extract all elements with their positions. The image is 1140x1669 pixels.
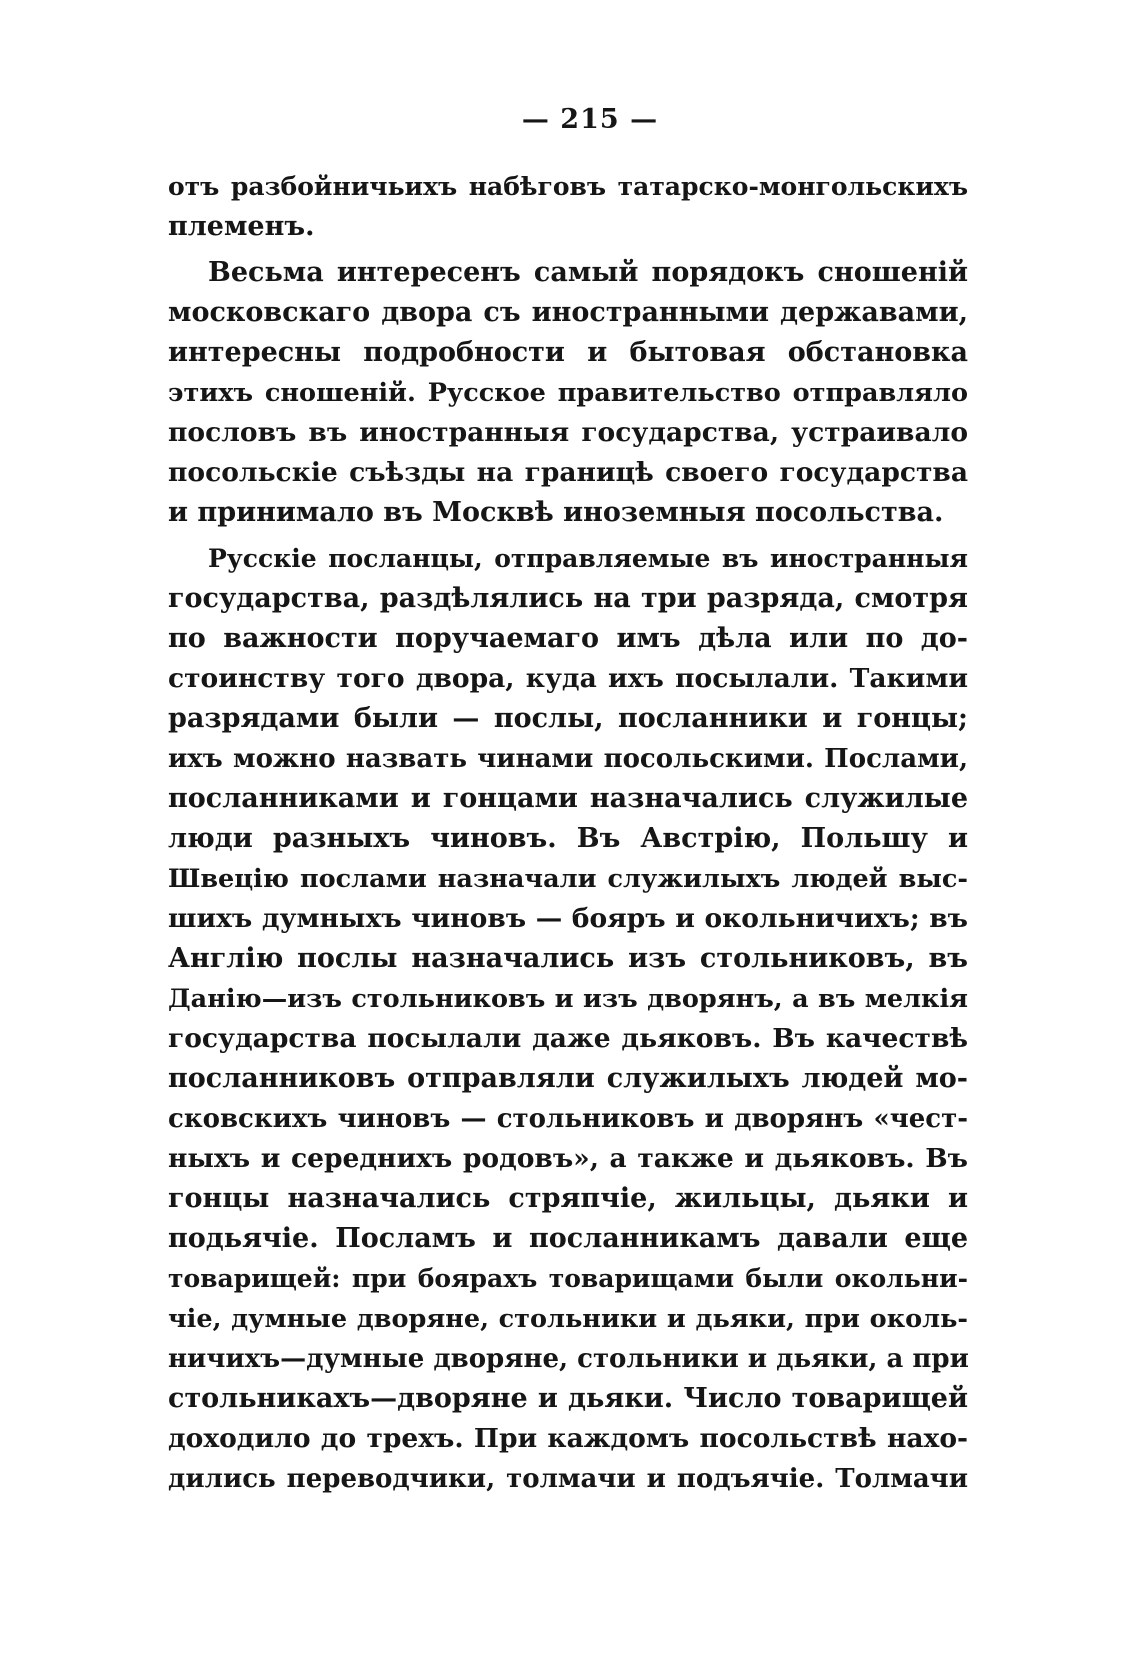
text-line: чіе, думные дворяне, стольники и дьяки, при околь- <box>168 1304 968 1334</box>
text-line: ихъ можно назвать чинами посольскими. Послами, <box>168 744 968 774</box>
text-line: сковскихъ чиновъ — стольниковъ и дворянъ «чест- <box>168 1104 968 1134</box>
text-line: товарищей: при боярахъ товарищами были окольни- <box>168 1264 968 1293</box>
paragraph-3 <box>168 539 968 1499</box>
text-line: этихъ сношеній. Русское правительство отправляло <box>168 378 968 408</box>
text-line: стоинству того двора, куда ихъ посылали. Такими <box>168 663 968 694</box>
text-line: разрядами были — послы, посланники и гонцы; <box>168 703 968 734</box>
text-line: племенъ. <box>168 211 315 242</box>
text-line: по важности поручаемаго имъ дѣла или по до- <box>168 623 968 654</box>
text-line: государства посылали даже дьяковъ. Въ качествѣ <box>168 1023 968 1054</box>
paragraph-1 <box>168 167 968 247</box>
text-line: Весьма интересенъ самый порядокъ сношеній <box>208 257 968 288</box>
text-line: посланниковъ отправляли служилыхъ людей мо- <box>168 1063 968 1094</box>
text-line: и принимало въ Москвѣ иноземныя посольства. <box>168 497 944 528</box>
text-line: отъ разбойничьихъ набѣговъ татарско-монгольскихъ <box>168 172 968 201</box>
text-line: дились переводчики, толмачи и подъячіе. Толмачи <box>168 1464 968 1494</box>
page-number: — 215 — <box>521 104 659 135</box>
text-line: ничихъ—думные дворяне, стольники и дьяки, а при <box>168 1344 969 1374</box>
text-line: Англію послы назначались изъ стольниковъ, въ <box>168 943 968 974</box>
text-line: интересны подробности и бытовая обстановка <box>168 337 968 368</box>
text-line: подьячіе. Посламъ и посланникамъ давали еще <box>168 1223 968 1254</box>
text-line: государства, раздѣлялись на три разряда, смотря <box>168 583 968 614</box>
text-line: стольникахъ—дворяне и дьяки. Число товарищей <box>168 1383 968 1414</box>
text-line: шихъ думныхъ чиновъ — бояръ и окольничихъ; въ <box>168 903 968 934</box>
text-line: московскагo двора съ иностранными державами, <box>168 297 968 328</box>
text-line: Русскіе посланцы, отправляемые въ иностранныя <box>208 544 968 573</box>
text-line: доходило до трехъ. При каждомъ посольствѣ нахо- <box>168 1423 968 1454</box>
text-line: посольскіе съѣзды на границѣ своего государства <box>168 457 968 488</box>
text-line: посланниками и гонцами назначались служилые <box>168 783 968 814</box>
paragraph-2 <box>168 253 968 533</box>
text-line: люди разныхъ чиновъ. Въ Австрію, Польшу и <box>168 823 968 854</box>
body-text <box>168 167 968 1499</box>
text-line: пословъ въ иностранныя государства, устраивало <box>168 417 968 448</box>
text-line: Данію—изъ стольниковъ и изъ дворянъ, а въ мелкія <box>168 984 968 1014</box>
text-line: гонцы назначались стряпчіе, жильцы, дьяки и <box>168 1183 968 1214</box>
text-line: Швецію послами назначали служилыхъ людей выс- <box>168 864 968 894</box>
text-line: ныхъ и середнихъ родовъ», а также и дьяковъ. Въ <box>168 1143 968 1174</box>
